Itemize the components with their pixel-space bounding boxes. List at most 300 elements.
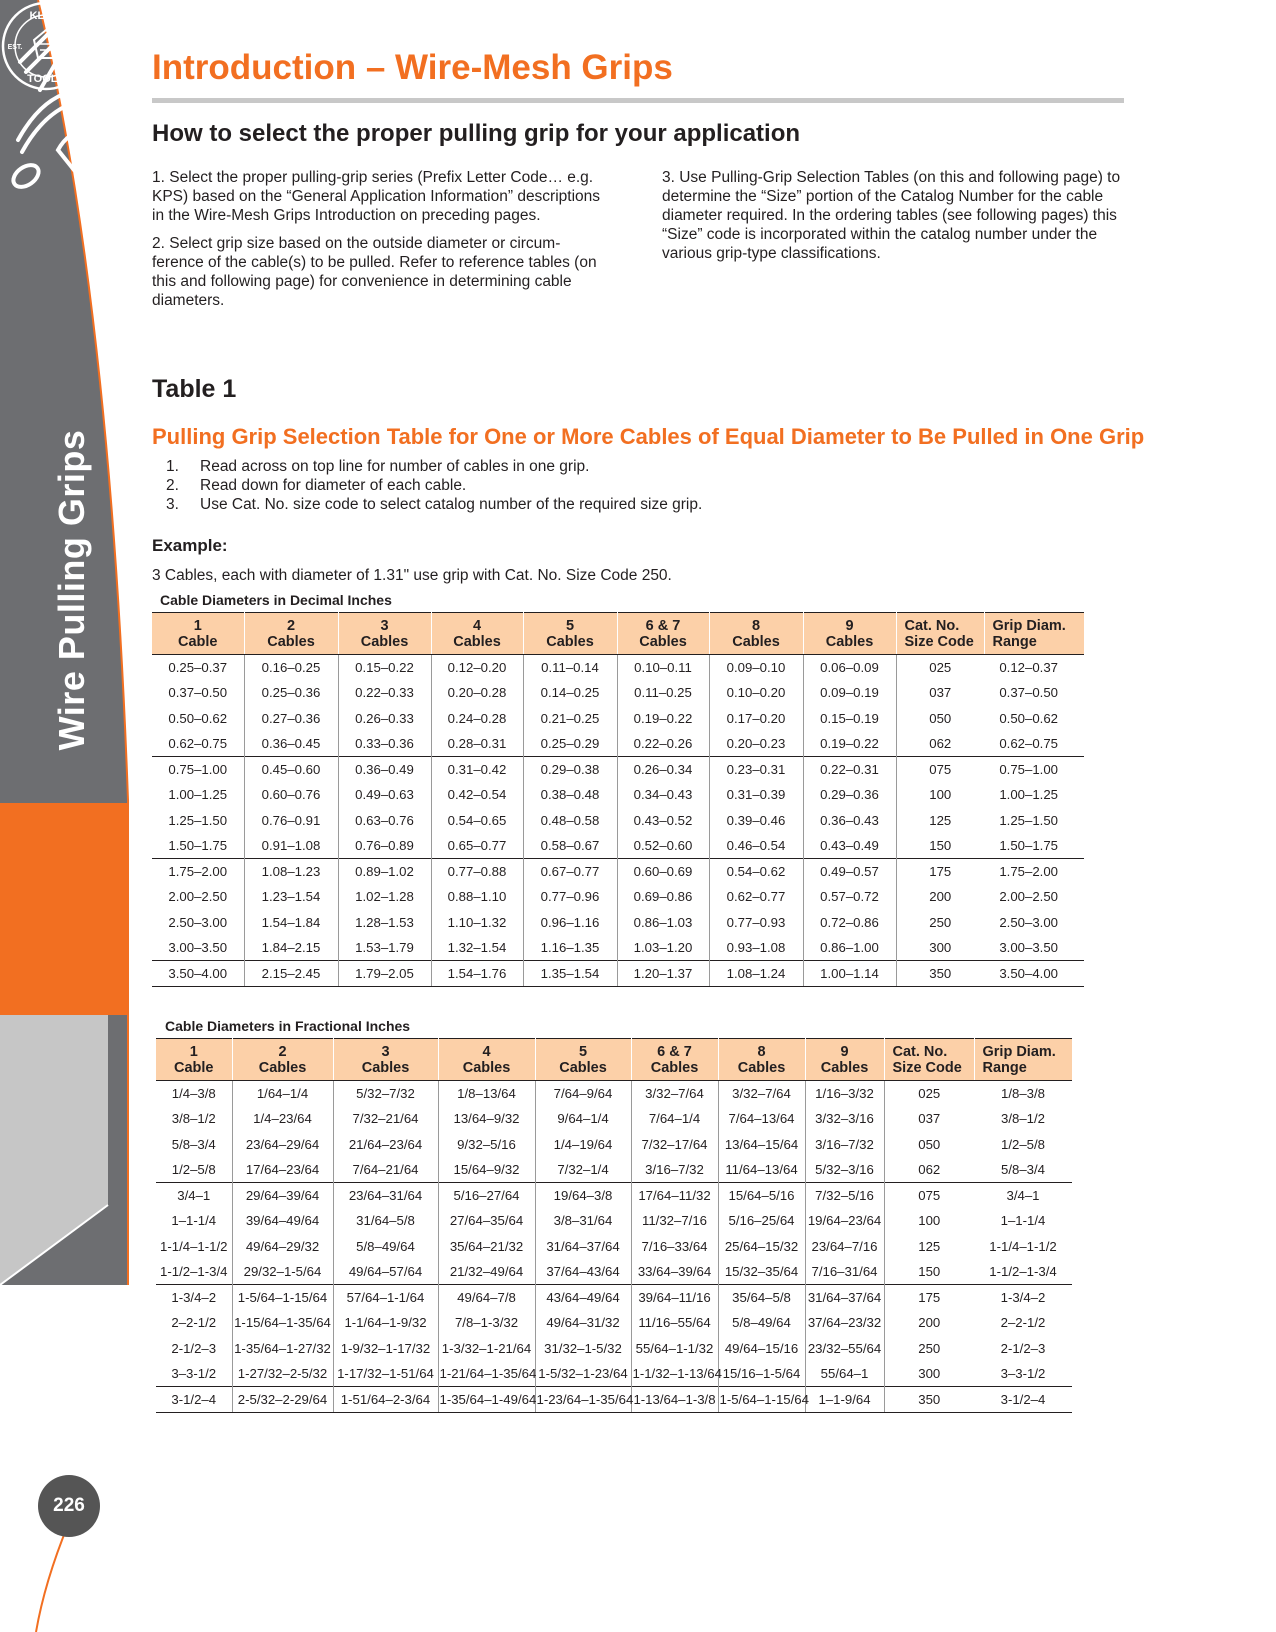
table-cell: 15/32–35/64 <box>718 1259 805 1285</box>
table-cell: 1–1-9/64 <box>805 1387 884 1413</box>
table-cell: 0.63–0.76 <box>338 808 431 834</box>
logo-est-text: EST. <box>7 44 23 51</box>
column-header-bottom: Cables <box>258 1060 307 1076</box>
table-cell: 0.43–0.49 <box>803 833 896 859</box>
table-cell: 1/8–13/64 <box>438 1081 535 1107</box>
table-cell: 1.25–1.50 <box>999 812 1058 828</box>
table-cell: 1.79–2.05 <box>338 961 431 987</box>
table-cell: 0.20–0.28 <box>431 680 523 706</box>
table-cell: 7/64–1/4 <box>631 1106 718 1132</box>
table-cell: 0.22–0.33 <box>338 680 431 706</box>
column-header-top: 5 <box>578 1044 588 1060</box>
table-cell: 0.22–0.26 <box>617 731 709 757</box>
table-cell: 0.29–0.36 <box>803 782 896 808</box>
table-cell: 1–1-1/4 <box>1000 1213 1046 1229</box>
column-header <box>431 613 523 655</box>
table-cell: 1.00–1.14 <box>803 961 896 987</box>
table-cell: 0.19–0.22 <box>617 706 709 732</box>
table-cell: 0.38–0.48 <box>523 782 617 808</box>
table-cell: 3/32–3/16 <box>805 1106 884 1132</box>
column-header <box>631 1039 718 1081</box>
table-cell: 0.75–1.00 <box>984 757 1084 783</box>
table-cell: 7/64–21/64 <box>333 1157 438 1183</box>
table-cell: 0.25–0.29 <box>523 731 617 757</box>
table-cell: 13/64–15/64 <box>718 1132 805 1158</box>
column-header-top: 3 <box>381 1044 390 1060</box>
table-cell: 23/32–55/64 <box>805 1336 884 1362</box>
table-row <box>152 961 1084 987</box>
table-cell: 1.08–1.24 <box>709 961 803 987</box>
table-cell: 1-35/64–1-27/32 <box>232 1336 333 1362</box>
column-header <box>156 1039 232 1081</box>
table-cell: 1-1/2–1-3/4 <box>156 1259 232 1285</box>
table-row <box>156 1259 1072 1285</box>
column-header-top: 2 <box>286 618 296 634</box>
table-cell: 49/64–29/32 <box>232 1234 333 1260</box>
table-cell: 1/4–19/64 <box>535 1132 631 1158</box>
column-header-bottom: Cables <box>267 634 315 650</box>
table-cell: 21/32–49/64 <box>438 1259 535 1285</box>
table-cell: 1.35–1.54 <box>523 961 617 987</box>
table-cell: 7/16–31/64 <box>805 1259 884 1285</box>
table-cell: 1-3/4–2 <box>974 1285 1072 1311</box>
table-cell: 0.26–0.34 <box>617 757 709 783</box>
table-cell: 19/64–3/8 <box>535 1183 631 1209</box>
table-cell: 5/32–3/16 <box>805 1157 884 1183</box>
table-cell: 43/64–49/64 <box>535 1285 631 1311</box>
fraction-table-caption: Cable Diameters in Fractional Inches <box>165 1018 411 1034</box>
table-row <box>152 655 1084 681</box>
table-cell: 0.34–0.43 <box>617 782 709 808</box>
column-header-top: 1 <box>193 618 202 634</box>
column-header <box>709 613 803 655</box>
table-cell: 175 <box>896 859 984 885</box>
table-cell: 0.46–0.54 <box>709 833 803 859</box>
table-cell: 31/32–1-5/32 <box>535 1336 631 1362</box>
column-header <box>523 613 617 655</box>
table-cell: 0.88–1.10 <box>431 884 523 910</box>
table-cell: 1-5/64–1-15/64 <box>718 1387 805 1413</box>
table-row <box>152 833 1084 859</box>
table-cell: 5/8–49/64 <box>333 1234 438 1260</box>
sidebar <box>0 0 140 1632</box>
table-cell: 1-1/4–1-1/2 <box>156 1234 232 1260</box>
column-header-top: 4 <box>472 618 482 634</box>
column-header-bottom: Cables <box>360 634 409 650</box>
table-cell: 17/64–11/32 <box>631 1183 718 1209</box>
table-cell: 100 <box>896 782 984 808</box>
column-header-top: 8 <box>757 1044 766 1060</box>
table-cell: 0.12–0.37 <box>999 660 1058 675</box>
table-cell: 100 <box>884 1208 974 1234</box>
fractional-diameter-table <box>156 1038 1072 1413</box>
table-cell: 1-1/64–1-9/32 <box>333 1310 438 1336</box>
table-cell: 19/64–23/64 <box>805 1208 884 1234</box>
table-cell: 1-3/4–2 <box>156 1285 232 1311</box>
table-cell: 5/8–3/4 <box>156 1132 232 1158</box>
column-header <box>244 613 338 655</box>
table-cell: 0.69–0.86 <box>617 884 709 910</box>
column-header-bottom: Cables <box>462 1060 511 1076</box>
table-cell: 1-15/64–1-35/64 <box>232 1310 333 1336</box>
table-cell: 1/8–3/8 <box>1001 1086 1045 1101</box>
table-cell: 1.08–1.23 <box>244 859 338 885</box>
table-cell: 1.20–1.37 <box>617 961 709 987</box>
table-cell: 3.50–4.00 <box>984 961 1084 987</box>
step-item <box>166 457 702 476</box>
table-cell: 050 <box>896 706 984 732</box>
table-cell: 1.32–1.54 <box>431 935 523 961</box>
table-cell: 1.16–1.35 <box>523 935 617 961</box>
table-cell: 39/64–11/16 <box>631 1285 718 1311</box>
table-cell: 0.54–0.62 <box>709 859 803 885</box>
table-cell: 37/64–23/32 <box>805 1310 884 1336</box>
table-cell: 0.09–0.10 <box>709 655 803 681</box>
table-cell: 1/16–3/32 <box>805 1081 884 1107</box>
table-cell: 0.10–0.11 <box>617 655 709 681</box>
table-cell: 5/8–49/64 <box>718 1310 805 1336</box>
table-cell: 0.43–0.52 <box>617 808 709 834</box>
table-cell: 075 <box>884 1183 974 1209</box>
table-cell: 125 <box>896 808 984 834</box>
table-cell: 1.54–1.76 <box>431 961 523 987</box>
table-cell: 0.31–0.42 <box>431 757 523 783</box>
table-cell: 0.49–0.63 <box>338 782 431 808</box>
table-cell: 49/64–31/32 <box>535 1310 631 1336</box>
table-cell: 037 <box>896 680 984 706</box>
table-cell: 0.28–0.31 <box>431 731 523 757</box>
table-cell: 3/32–7/64 <box>631 1081 718 1107</box>
table-cell: 15/16–1-5/64 <box>718 1361 805 1387</box>
table-cell: 1-13/64–1-3/8 <box>631 1387 718 1413</box>
table-cell: 11/16–55/64 <box>631 1310 718 1336</box>
table-cell: 250 <box>884 1336 974 1362</box>
table-cell: 1/4–3/8 <box>156 1081 232 1107</box>
table-cell: 3–3-1/2 <box>156 1361 232 1387</box>
intro-right-column <box>662 168 1122 272</box>
table-cell: 1.25–1.50 <box>152 808 244 834</box>
table-cell: 0.27–0.36 <box>244 706 338 732</box>
table-cell: 1-23/64–1-35/64 <box>535 1387 631 1413</box>
table-cell: 13/64–9/32 <box>438 1106 535 1132</box>
table-cell: 0.36–0.43 <box>803 808 896 834</box>
table-cell: 3/4–1 <box>156 1183 232 1209</box>
table-row <box>156 1081 1072 1107</box>
table-row <box>152 859 1084 885</box>
table-cell: 0.06–0.09 <box>803 655 896 681</box>
table-row <box>152 808 1084 834</box>
column-header-top: Grip Diam. <box>992 618 1066 634</box>
column-header-bottom: Cables <box>361 1060 410 1076</box>
table-cell: 29/32–1-5/64 <box>232 1259 333 1285</box>
table-cell: 3/8–1/2 <box>1001 1111 1045 1127</box>
table-cell: 0.89–1.02 <box>338 859 431 885</box>
column-header <box>333 1039 438 1081</box>
table-cell: 0.86–1.00 <box>803 935 896 961</box>
table-cell: 0.21–0.25 <box>523 706 617 732</box>
table-cell: 0.37–0.50 <box>152 680 244 706</box>
table-cell: 1.54–1.84 <box>244 910 338 936</box>
table-cell: 35/64–21/32 <box>438 1234 535 1260</box>
table-row <box>152 910 1084 936</box>
decimal-diameter-table <box>152 612 1084 987</box>
intro-paragraph-2: 2. Select grip size based on the outside diameter or circum-ference of the cable(s) to be pulled. Refer to reference tables (on this and following page) for convenience in determining cable diameters. <box>152 235 597 309</box>
table-cell: 3.00–3.50 <box>999 940 1058 955</box>
table-cell: 0.96–1.16 <box>523 910 617 936</box>
intro-paragraph-3: 3. Use Pulling-Grip Selection Tables (on this and following page) to determine the “Size” portion of the Catalog Number for the cable diameter required. In the ordering tables (see following pages) this “Size” code is incorporated within the catalog number under the various grip-type classifications. <box>662 169 1121 262</box>
column-header <box>617 613 709 655</box>
title-divider <box>152 98 1124 103</box>
column-header-top: 6 & 7 <box>657 1044 692 1060</box>
column-header <box>152 613 244 655</box>
table-cell: 0.57–0.72 <box>803 884 896 910</box>
table-cell: 0.29–0.38 <box>523 757 617 783</box>
table-cell: 25/64–15/32 <box>718 1234 805 1260</box>
table-row <box>152 680 1084 706</box>
table-cell: 1.02–1.28 <box>338 884 431 910</box>
table-cell: 0.20–0.23 <box>709 731 803 757</box>
table-cell: 2.00–2.50 <box>152 884 244 910</box>
table-cell: 0.76–0.91 <box>244 808 338 834</box>
table-cell: 3-1/2–4 <box>974 1387 1072 1413</box>
table-cell: 49/64–7/8 <box>438 1285 535 1311</box>
table-cell: 350 <box>884 1387 974 1413</box>
example-text: 3 Cables, each with diameter of 1.31" use grip with Cat. No. Size Code 250. <box>152 567 672 584</box>
table-cell: 300 <box>896 935 984 961</box>
column-header-bottom: Range <box>992 634 1037 650</box>
table-cell: 23/64–29/64 <box>232 1132 333 1158</box>
table-cell: 0.22–0.31 <box>803 757 896 783</box>
table-cell: 0.39–0.46 <box>709 808 803 834</box>
table-cell: 1.23–1.54 <box>244 884 338 910</box>
table-cell: 31/64–5/8 <box>333 1208 438 1234</box>
table-cell: 250 <box>896 910 984 936</box>
table-row <box>152 731 1084 757</box>
column-header <box>803 613 896 655</box>
column-header-bottom: Cables <box>453 634 501 650</box>
table-cell: 0.48–0.58 <box>523 808 617 834</box>
table-cell: 7/32–1/4 <box>535 1157 631 1183</box>
table-cell: 3/8–1/2 <box>156 1106 232 1132</box>
column-header <box>438 1039 535 1081</box>
table-cell: 49/64–15/16 <box>718 1336 805 1362</box>
table-cell: 1-27/32–2-5/32 <box>232 1361 333 1387</box>
table-cell: 0.14–0.25 <box>523 680 617 706</box>
column-header-top: 9 <box>840 1044 849 1060</box>
column-header <box>338 613 431 655</box>
table-cell: 0.16–0.25 <box>244 655 338 681</box>
column-header-top: 8 <box>751 618 761 634</box>
table-cell: 062 <box>896 731 984 757</box>
table-cell: 7/8–1-3/32 <box>438 1310 535 1336</box>
table-cell: 0.77–0.96 <box>523 884 617 910</box>
table-cell: 7/64–13/64 <box>718 1106 805 1132</box>
logo-year-text: 1857 <box>69 44 85 51</box>
table-cell: 3/16–7/32 <box>805 1132 884 1158</box>
table-cell: 1.53–1.79 <box>338 935 431 961</box>
table-cell: 0.33–0.36 <box>338 731 431 757</box>
table-cell: 0.10–0.20 <box>709 680 803 706</box>
column-header-top: 9 <box>845 618 854 634</box>
table-cell: 7/32–5/16 <box>805 1183 884 1209</box>
column-header-bottom: Cables <box>650 1060 699 1076</box>
table-cell: 5/8–3/4 <box>1001 1162 1045 1177</box>
table-cell: 35/64–5/8 <box>718 1285 805 1311</box>
table-cell: 2.15–2.45 <box>244 961 338 987</box>
table-cell: 17/64–23/64 <box>232 1157 333 1183</box>
table-row <box>156 1132 1072 1158</box>
table-cell: 1.84–2.15 <box>244 935 338 961</box>
table-cell: 55/64–1 <box>805 1361 884 1387</box>
table-cell: 1-51/64–2-3/64 <box>333 1387 438 1413</box>
table-cell: 7/64–9/64 <box>535 1081 631 1107</box>
table-cell: 7/32–21/64 <box>333 1106 438 1132</box>
table-cell: 125 <box>884 1234 974 1260</box>
table-cell: 0.31–0.39 <box>709 782 803 808</box>
table-cell: 062 <box>884 1157 974 1183</box>
table-cell: 0.60–0.76 <box>244 782 338 808</box>
column-header <box>984 613 1084 655</box>
table-cell: 7/32–17/64 <box>631 1132 718 1158</box>
table-cell: 1.28–1.53 <box>338 910 431 936</box>
table-cell: 0.76–0.89 <box>338 833 431 859</box>
table-cell: 1/2–5/8 <box>1001 1136 1045 1152</box>
sidebar-band <box>0 0 140 1632</box>
table-cell: 1.50–1.75 <box>999 838 1058 853</box>
table-cell: 23/64–31/64 <box>333 1183 438 1209</box>
table-cell: 0.37–0.50 <box>999 685 1058 701</box>
table-cell: 0.19–0.22 <box>803 731 896 757</box>
table-cell: 1-35/64–1-49/64 <box>438 1387 535 1413</box>
column-header-bottom: Cables <box>546 634 594 650</box>
table-heading: Table 1 <box>152 375 237 403</box>
step-number: 2. <box>166 477 179 494</box>
instruction-steps <box>166 457 702 514</box>
table-cell: 1-17/32–1-51/64 <box>333 1361 438 1387</box>
column-header-bottom: Range <box>982 1060 1027 1076</box>
table-cell: 0.23–0.31 <box>709 757 803 783</box>
column-header-top: 4 <box>482 1044 491 1060</box>
table-cell: 3/4–1 <box>974 1183 1072 1209</box>
table-cell: 1-1/4–1-1/2 <box>989 1238 1057 1254</box>
table-cell: 0.11–0.14 <box>523 655 617 681</box>
table-row <box>156 1106 1072 1132</box>
table-cell: 9/32–5/16 <box>438 1132 535 1158</box>
table-cell: 1.50–1.75 <box>152 833 244 859</box>
column-header-top: Cat. No. <box>892 1044 948 1060</box>
table-row <box>156 1310 1072 1336</box>
table-cell: 0.45–0.60 <box>244 757 338 783</box>
table-row <box>156 1336 1072 1362</box>
column-header-bottom: Cable <box>174 1060 214 1076</box>
table-cell: 0.42–0.54 <box>431 782 523 808</box>
table-cell: 0.15–0.19 <box>803 706 896 732</box>
column-header-top: 1 <box>189 1044 198 1060</box>
column-header-bottom: Cable <box>178 634 218 650</box>
table-cell: 0.25–0.37 <box>152 655 244 681</box>
table-row <box>156 1234 1072 1260</box>
step-item <box>166 476 702 495</box>
table-cell: 55/64–1-1/32 <box>631 1336 718 1362</box>
step-number: 3. <box>166 496 179 513</box>
column-header-top: 2 <box>278 1044 287 1060</box>
table-cell: 39/64–49/64 <box>232 1208 333 1234</box>
table-cell: 050 <box>884 1132 974 1158</box>
table-row <box>156 1157 1072 1183</box>
page-title: Introduction – Wire-Mesh Grips <box>152 48 673 87</box>
table-cell: 15/64–5/16 <box>718 1183 805 1209</box>
table-cell: 1-9/32–1-17/32 <box>333 1336 438 1362</box>
table-cell: 0.67–0.77 <box>523 859 617 885</box>
table-cell: 1-5/64–1-15/64 <box>232 1285 333 1311</box>
table-cell: 29/64–39/64 <box>232 1183 333 1209</box>
table-cell: 0.91–1.08 <box>244 833 338 859</box>
table-cell: 3.50–4.00 <box>152 961 244 987</box>
table-cell: 0.60–0.69 <box>617 859 709 885</box>
table-cell: 1/4–23/64 <box>232 1106 333 1132</box>
column-header-bottom: Cables <box>825 634 874 650</box>
table-cell: 1-21/64–1-35/64 <box>438 1361 535 1387</box>
table-cell: 025 <box>884 1081 974 1107</box>
table-cell: 0.58–0.67 <box>523 833 617 859</box>
table-cell: 11/32–7/16 <box>631 1208 718 1234</box>
table-cell: 1.03–1.20 <box>617 935 709 961</box>
table-cell: 11/64–13/64 <box>718 1157 805 1183</box>
table-cell: 0.77–0.93 <box>709 910 803 936</box>
table-cell: 0.25–0.36 <box>244 680 338 706</box>
table-cell: 0.09–0.19 <box>803 680 896 706</box>
klein-tools-logo <box>0 0 92 92</box>
column-header <box>535 1039 631 1081</box>
table-cell: 0.12–0.20 <box>431 655 523 681</box>
column-header-bottom: Cables <box>732 634 780 650</box>
table-cell: 0.62–0.75 <box>152 731 244 757</box>
table-cell: 0.24–0.28 <box>431 706 523 732</box>
table-cell: 0.72–0.86 <box>803 910 896 936</box>
table-cell: 150 <box>896 833 984 859</box>
table-cell: 0.62–0.77 <box>709 884 803 910</box>
table-subheading: Pulling Grip Selection Table for One or More Cables of Equal Diameter to Be Pulled in One Grip <box>152 424 1145 449</box>
page-number: 226 <box>38 1475 100 1537</box>
table-cell: 1-1/32–1-13/64 <box>631 1361 718 1387</box>
table-cell: 200 <box>896 884 984 910</box>
column-header-top: Grip Diam. <box>982 1044 1056 1060</box>
column-header-top: 3 <box>380 618 389 634</box>
column-header <box>718 1039 805 1081</box>
intro-paragraph-1: 1. Select the proper pulling-grip series (Prefix Letter Code… e.g. KPS) based on the “General Application Information” descriptions in the Wire-Mesh Grips Introduction on preceding pages. <box>152 169 601 224</box>
table-cell: 2–2-1/2 <box>1000 1315 1046 1331</box>
table-row <box>152 757 1084 783</box>
table-cell: 7/16–33/64 <box>631 1234 718 1260</box>
table-cell: 0.65–0.77 <box>431 833 523 859</box>
table-cell: 0.11–0.25 <box>617 680 709 706</box>
table-cell: 1.75–2.00 <box>984 859 1084 885</box>
table-cell: 3–3-1/2 <box>1000 1366 1046 1381</box>
table-cell: 3-1/2–4 <box>156 1387 232 1413</box>
column-header <box>896 613 984 655</box>
table-cell: 0.50–0.62 <box>999 710 1058 726</box>
column-header-bottom: Cables <box>737 1060 786 1076</box>
table-cell: 21/64–23/64 <box>333 1132 438 1158</box>
table-cell: 0.50–0.62 <box>152 706 244 732</box>
table-cell: 350 <box>896 961 984 987</box>
column-header <box>805 1039 884 1081</box>
table-cell: 27/64–35/64 <box>438 1208 535 1234</box>
table-cell: 31/64–37/64 <box>805 1285 884 1311</box>
table-cell: 3/16–7/32 <box>631 1157 718 1183</box>
table-cell: 3/32–7/64 <box>718 1081 805 1107</box>
table-cell: 23/64–7/16 <box>805 1234 884 1260</box>
